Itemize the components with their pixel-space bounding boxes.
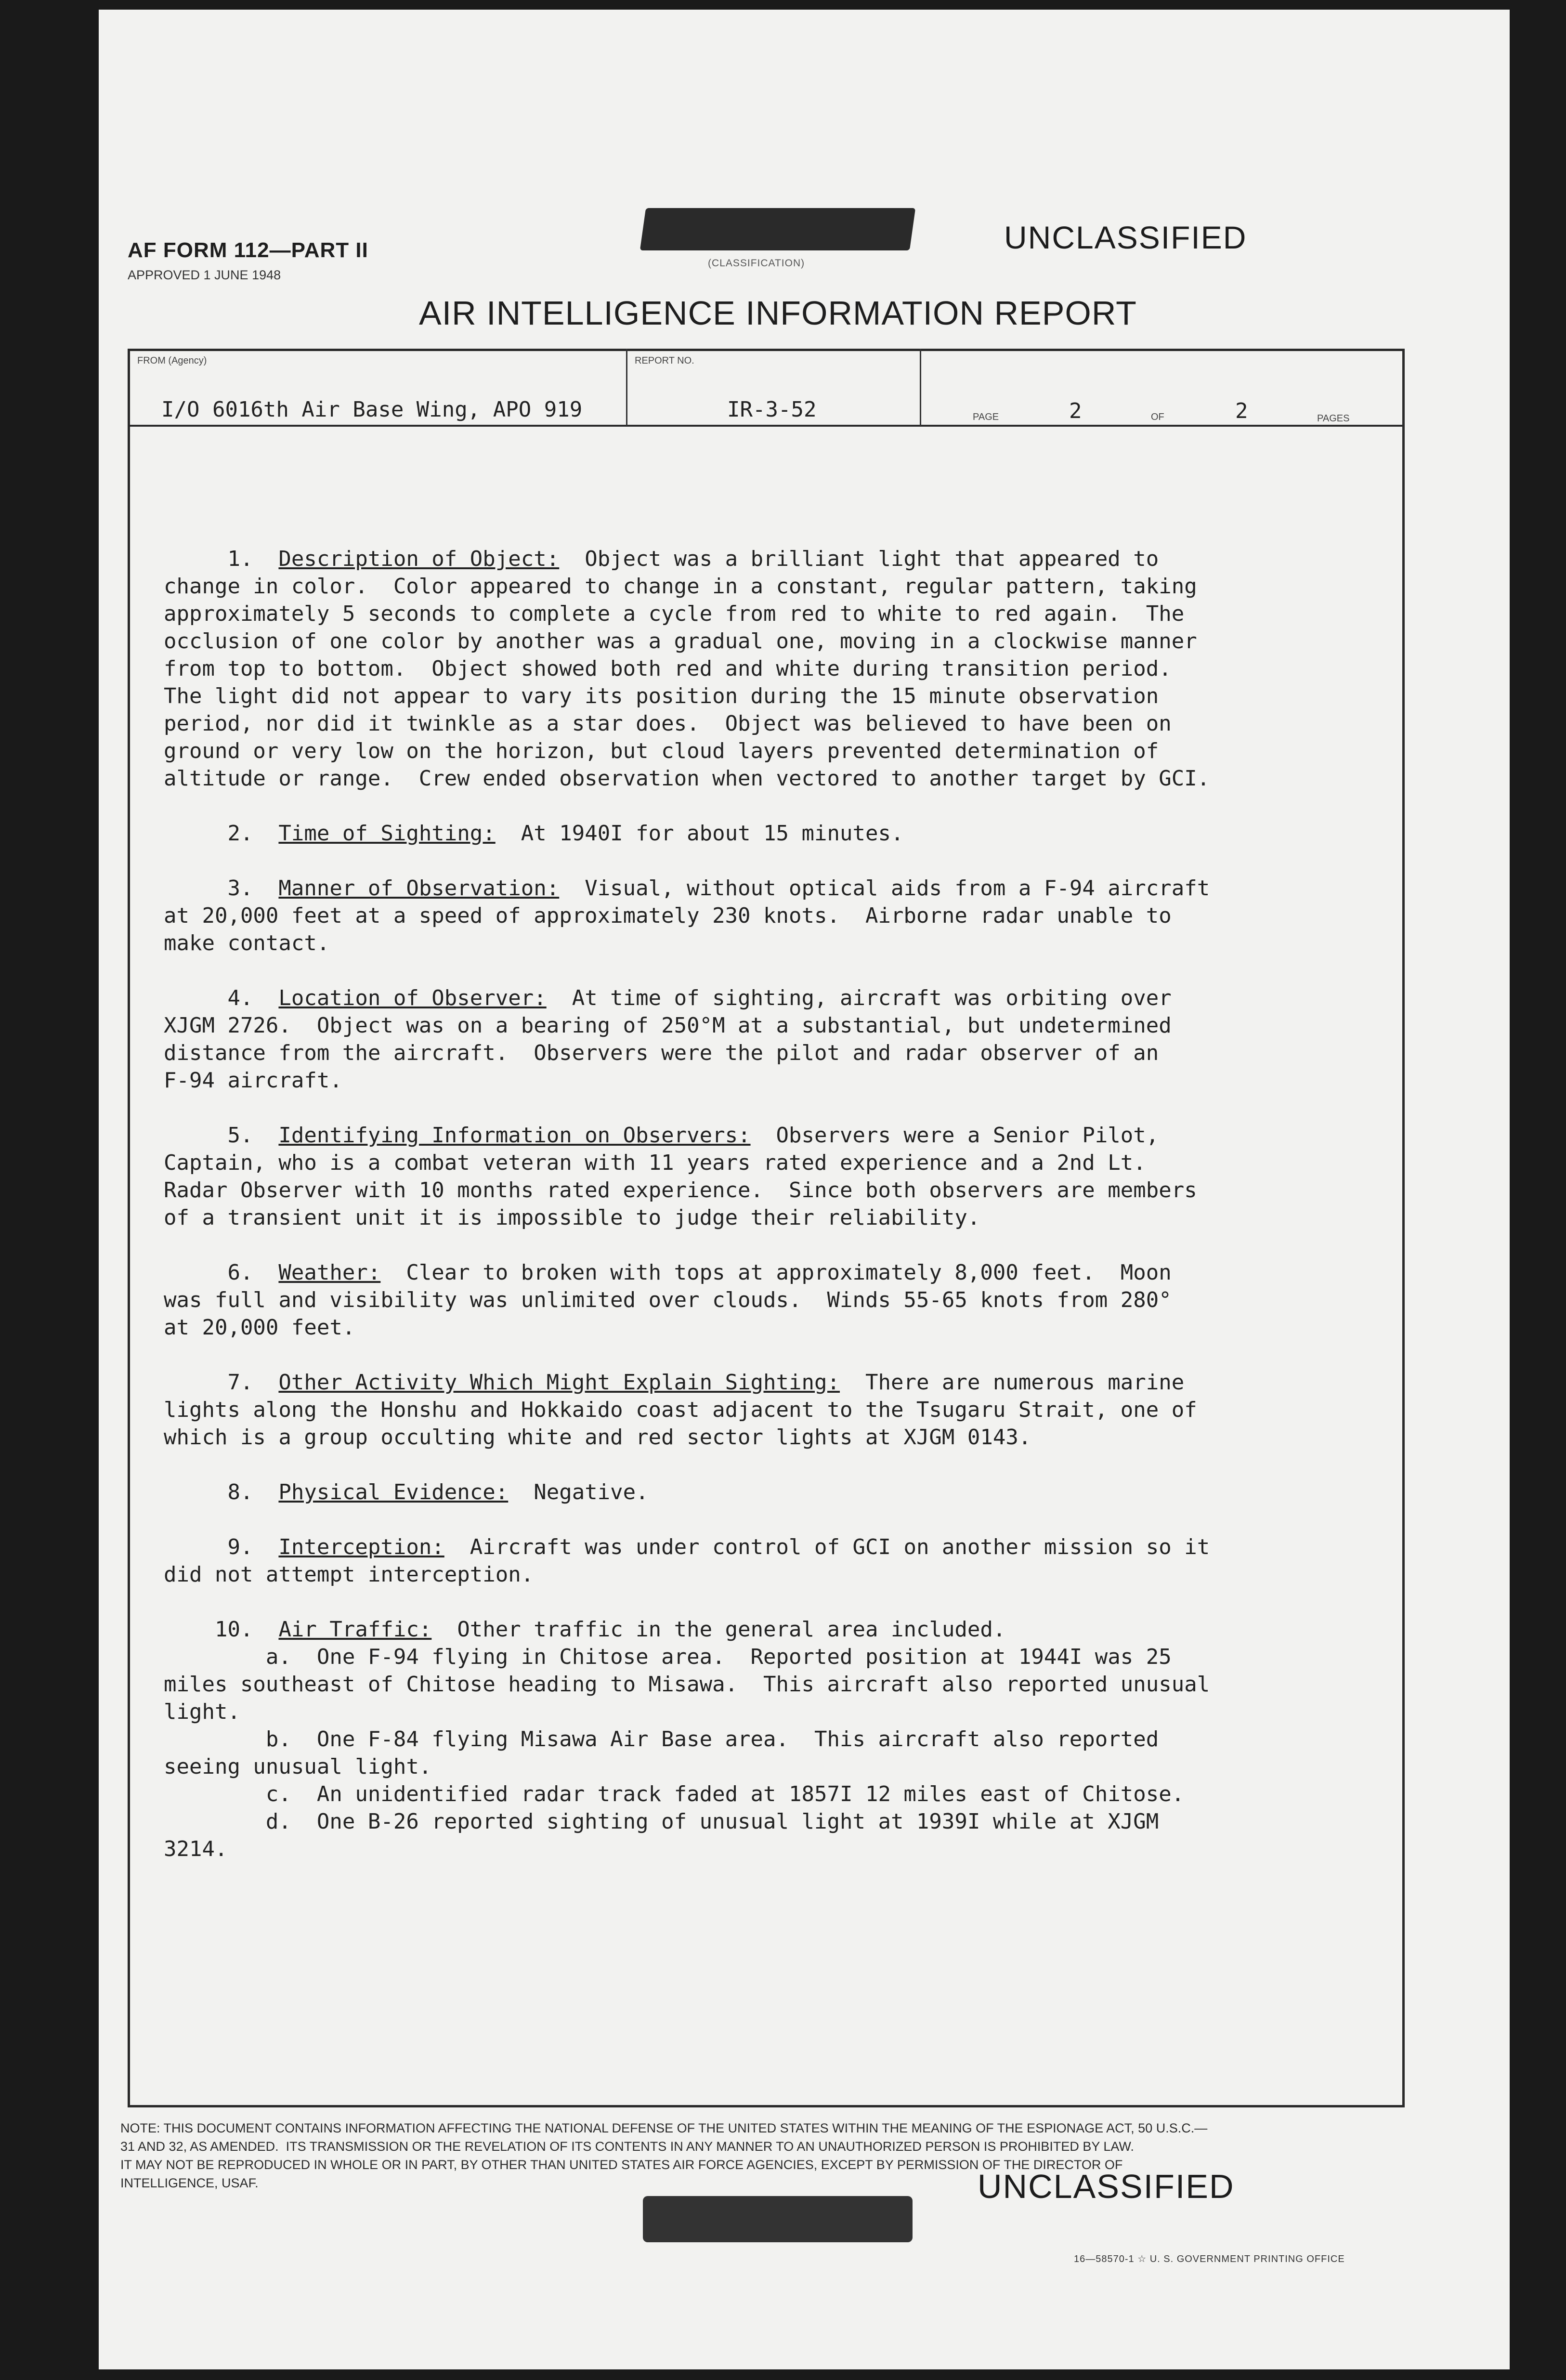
printing-office-line: 16—58570-1 ☆ U. S. GOVERNMENT PRINTING OFFICE	[1074, 2254, 1345, 2264]
report-body	[164, 518, 1348, 1863]
section-heading: Weather:	[278, 1260, 381, 1285]
page-label: PAGE	[973, 412, 999, 422]
section-heading: Manner of Observation:	[278, 876, 560, 901]
header-divider	[128, 425, 1405, 427]
section: 2. Time of Sighting: At 1940I for about 15 minutes.	[227, 821, 904, 846]
report-title: AIR INTELLIGENCE INFORMATION REPORT	[419, 294, 1137, 332]
section: 1. Description of Object: Object was a brilliant light that appeared to change in color. Color appeared to change in a constant, regular pattern, taking approximately 5 seconds to complete a cycle from red to white to red again. The occlusion of one color by another was a gradual one, moving in a clockwise manner from top to bottom. Object showed both red and white during transition period. The light did not appear to vary its position during the 15 minute observation period, nor did it twinkle as a star does. Object was believed to have been on ground or very low on the horizon, but cloud layers prevented determination of altitude or range. Crew ended observation when vectored to another target by GCI.	[164, 547, 1210, 791]
section-heading: Time of Sighting:	[278, 821, 496, 846]
classification-caption: (CLASSIFICATION)	[708, 258, 805, 269]
section: 3. Manner of Observation: Visual, without optical aids from a F-94 aircraft at 20,000 feet at a speed of approximately 230 knots. Airborne radar unable to make contact.	[164, 876, 1210, 955]
section: 5. Identifying Information on Observers: Observers were a Senior Pilot, Captain, who is a combat veteran with 11 years rated experience and a 2nd Lt. Radar Observer with 10 months rated experience. Since both observers are members of a transient unit it is impossible to judge their reliability.	[164, 1123, 1197, 1230]
report-no-label: REPORT NO.	[635, 355, 694, 366]
form-id: AF FORM 112—PART II	[128, 238, 368, 262]
section-heading: Physical Evidence:	[278, 1480, 509, 1504]
section-heading: Interception:	[278, 1535, 444, 1559]
section: 9. Interception: Aircraft was under control of GCI on another mission so it did not attempt interception.	[164, 1535, 1210, 1587]
section: 8. Physical Evidence: Negative.	[227, 1480, 649, 1504]
approval-date: APPROVED 1 JUNE 1948	[128, 268, 281, 282]
classification-bottom: UNCLASSIFIED	[978, 2168, 1235, 2205]
header-column-divider	[920, 349, 921, 426]
section: 10. Air Traffic: Other traffic in the general area included. a. One F-94 flying in Chitose area. Reported position at 1944I was 25 miles southeast of Chitose heading to Misawa. This aircraft also reported unusual light. b. One F-84 flying Misawa Air Base area. This aircraft also reported seeing unusual light. c. An unidentified radar track faded at 1857I 12 miles east of Chitose. d. One B-26 reported sighting of unusual light at 1939I while at XJGM 3214.	[164, 1617, 1210, 1861]
header-column-divider	[626, 349, 627, 426]
section-heading: Other Activity Which Might Explain Sighting:	[278, 1370, 840, 1395]
section: 4. Location of Observer: At time of sighting, aircraft was orbiting over XJGM 2726. Object was on a bearing of 250°M at a substantial, but undetermined distance from the aircraft. Observers were the pilot and radar observer of an F-94 aircraft.	[164, 986, 1172, 1093]
section-heading: Identifying Information on Observers:	[278, 1123, 751, 1148]
of-value: 2	[1235, 399, 1248, 423]
redaction-stamp	[640, 208, 915, 250]
page-value: 2	[1069, 399, 1082, 423]
section: 7. Other Activity Which Might Explain Sighting: There are numerous marine lights along the Honshu and Hokkaido coast adjacent to the Tsugaru Strait, one of which is a group occulting white and red sector lights at XJGM 0143.	[164, 1370, 1197, 1450]
of-label: OF	[1151, 412, 1164, 422]
from-value: I/O 6016th Air Base Wing, APO 919	[161, 397, 583, 422]
section-heading: Air Traffic:	[278, 1617, 432, 1642]
section: 6. Weather: Clear to broken with tops at approximately 8,000 feet. Moon was full and visibility was unlimited over clouds. Winds 55-65 knots from 280° at 20,000 feet.	[164, 1260, 1172, 1340]
redaction-stamp	[643, 2196, 913, 2242]
pages-label: PAGES	[1317, 413, 1350, 424]
security-note: NOTE: THIS DOCUMENT CONTAINS INFORMATION AFFECTING THE NATIONAL DEFENSE OF THE UNITED STATES WITHIN THE MEANING OF THE ESPIONAGE ACT, 50 U.S.C.— 31 AND 32, AS AMENDED. ITS TRANSMISSION OR THE REVELATION OF ITS CONTENTS IN ANY MANNER TO AN UNAUTHORIZED PERSON IS PROHIBITED BY LAW. IT MAY NOT BE REPRODUCED IN WHOLE OR IN PART, BY OTHER THAN UNITED STATES AIR FORCE AGENCIES, EXCEPT BY PERMISSION OF THE DIRECTOR OF INTELLIGENCE, USAF.	[120, 2121, 1208, 2190]
report-no-value: IR-3-52	[727, 397, 817, 422]
classification-top: UNCLASSIFIED	[1004, 220, 1247, 255]
section-heading: Description of Object:	[278, 547, 560, 571]
section-heading: Location of Observer:	[278, 986, 547, 1010]
from-label: FROM (Agency)	[137, 355, 207, 366]
